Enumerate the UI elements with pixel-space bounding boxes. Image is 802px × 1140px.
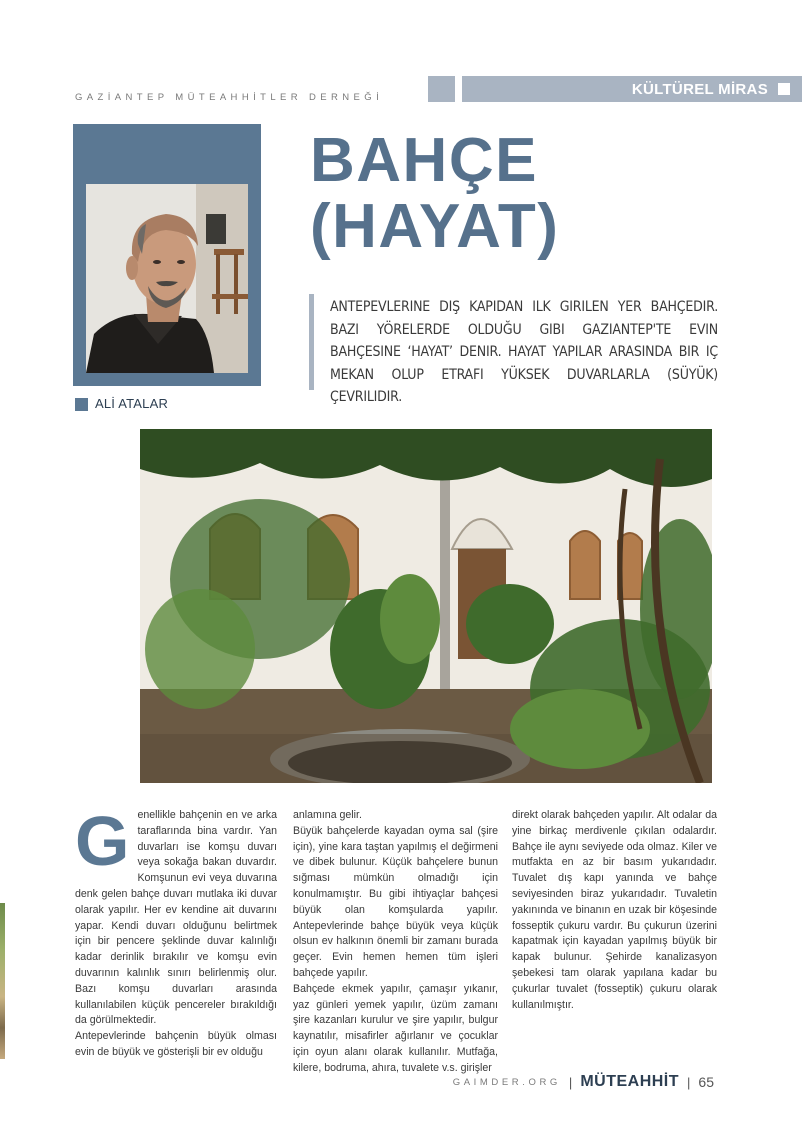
author-portrait xyxy=(86,184,248,373)
organization-name: GAZİANTEP MÜTEAHHİTLER DERNEĞİ xyxy=(75,92,384,103)
lead-accent-bar xyxy=(309,294,314,390)
article-title xyxy=(310,128,559,260)
lead-paragraph: ANTEPEVLERINE DIŞ KAPIDAN ILK GIRILEN YER BAHÇEDIR. BAZI YÖRELERDE OLDUĞU GIBI GAZIANTEP'TE EVIN BAHÇESINE ‘HAYAT’ DENIR. HAYAT YAPILAR ARASINDA BIR IÇ MEKAN OLUP ETRAFI YÜKSEK DUVARLARLA (SÜYÜK) ÇEVRILIDIR. xyxy=(330,299,718,405)
courtyard-photo xyxy=(140,429,712,783)
page-edge-strip xyxy=(0,903,5,1059)
author-name: ALİ ATALAR xyxy=(95,396,169,411)
header-square xyxy=(428,76,455,102)
paragraph: Antepevlerinde bahçenin büyük olması evin de büyük ve gösterişli bir ev olduğu xyxy=(75,1030,277,1058)
footer-separator: | xyxy=(687,1074,691,1090)
magazine-logo: MÜTEAHHİT xyxy=(580,1073,680,1090)
title-line-2: (HAYAT) xyxy=(310,192,560,261)
body-column-1 xyxy=(75,802,277,1061)
paragraph: enellikle bahçenin en ve arka taraflarında bina vardır. Yan duvarları ise komşu duvarı veya sokağa bakan duvardır. Komşunun evi veya duvarına denk gelen bahçe duvarı mutlaka iki duvar olarak yapılır. Her ev kendine ait duvarını yapar. Kendi duvarı olduğunu belirtmek için bir pencere şeklinde duvar kalınlığı kadar derinlik bırakılır ve komşu evin duvarının kalınlık sınırı belirlenmiş olur. Bazı komşu duvarları arasında kullanılabilen küçük pencereler bırakıldığı da görülmektedir. xyxy=(75,809,277,1027)
paragraph: Bahçede ekmek yapılır, çamaşır yıkanır, yaz günleri yemek yapılır, üzüm zamanı şire kazanları kurulur ve şire yapılır, bulgur kaynatılır, misafirler ağırlanır ve çocuklar için oyun alanı olarak kullanılır. Mutfağa, kilere, bodruma, ahıra, tuvalete v.s. girişler xyxy=(293,982,498,1074)
paragraph: Büyük bahçelerde kayadan oyma sal (şire için), yine kara taştan yapılmış el değirmeni ve dibek bulunur. Küçük bahçelere bunun sığması mümkün olmadığı için konulmamıştır. Bu gibi ihtiyaçlar bahçesi büyük olan komşularda yapılır. Antepevlerinde bahçe büyük veya küçük olsun ev halkının önemli bir zamanı burada geçer. Evin hemen hemen tüm işleri bahçede yapılır. xyxy=(293,824,498,979)
body-column-2 xyxy=(293,808,498,1077)
body-column-3 xyxy=(512,808,717,1013)
title-line-1: BAHÇE xyxy=(310,126,538,195)
footer-website: GAIMDER.ORG xyxy=(452,1076,561,1088)
section-banner xyxy=(462,76,802,102)
footer-separator: | xyxy=(568,1074,573,1090)
paragraph: direkt olarak bahçeden yapılır. Alt odalar da yine birkaç merdivenle çıkılan odalardır. Bahçe ile aynı seviyede oda olmaz. Kiler ve mutfakta en az bir basım yukarıdadır. Tuvalet dış kapı yanında ve bahçe seviyesinden biraz yukarıdadır. Tuvaletin yakınında ve binanın en uzak bir köşesinde fosseptik çukuru vardır. Bu çukurun üzerini kapatmak için kayadan yapılmış büyük bir kapak bulunur. Şehirde kanalizasyon şebekesi tam olarak yapılana kadar bu çukurlar tuvalet (fosseptik) çukuru olarak kullanılmıştır. xyxy=(512,809,717,1011)
section-square-icon xyxy=(778,83,790,95)
drop-cap: G xyxy=(75,802,130,880)
author-square-icon xyxy=(75,398,88,411)
section-title: KÜLTÜREL MİRAS xyxy=(631,80,768,98)
paragraph: anlamına gelir. xyxy=(293,809,362,821)
page-footer xyxy=(453,1073,714,1091)
page-number: 65 xyxy=(698,1074,714,1090)
